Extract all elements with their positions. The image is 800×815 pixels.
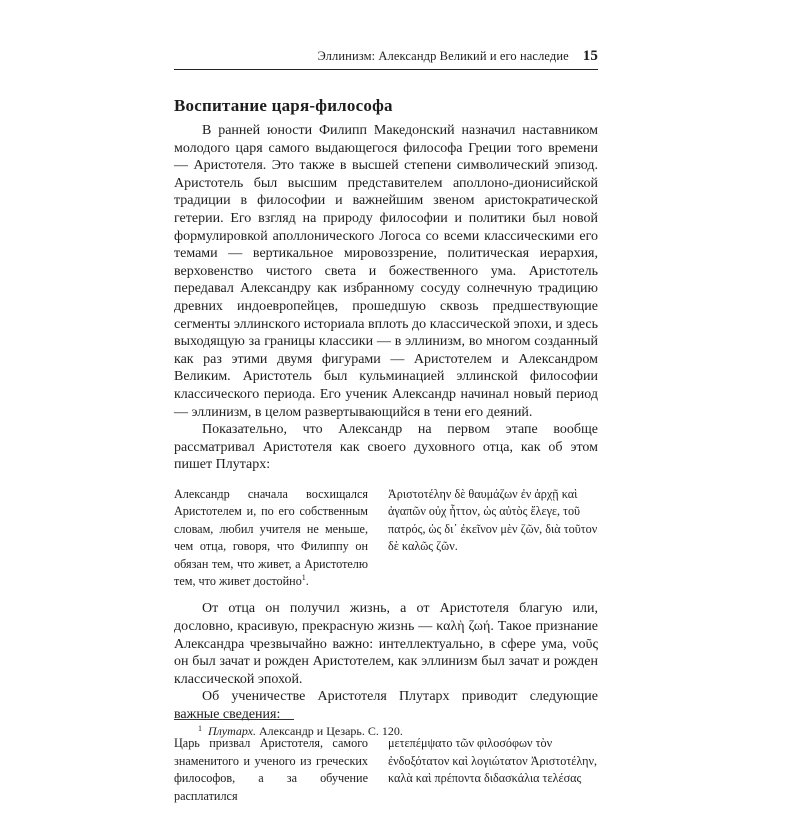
paragraph-3: От отца он получил жизнь, а от Аристотеля благую или, дословно, красивую, прекрасную жизнь — καλὴ ζωή. Такое признание Александра чрезвычайно важно: интеллектуально, в сфере ума, νοῦς он был зачат и рожден Аристотелем, как эллинизм был зачат и рожден классической эпохой. — [174, 601, 598, 687]
footnote-reference[interactable]: 1 — [301, 572, 306, 582]
quote-2-russian: Царь призвал Аристотеля, самого знаменитого и ученого из греческих философов, а за обучение расплатился — [174, 736, 368, 803]
running-header-title: Эллинизм: Александр Великий и его наследие — [317, 49, 569, 63]
section-title: Воспитание царя-философа — [174, 96, 393, 115]
footnote — [174, 724, 598, 739]
footnote-author: Плутарх. — [208, 724, 256, 738]
footnote-text: Александр и Цезарь. С. 120. — [258, 724, 403, 738]
quote-1-russian-text: Александр сначала восхищался Аристотелем и, по его собственным словам, любил учителя не меньше, чем отца, говоря, что Филиппу он обязан тем, что живет, а Аристотелю тем, что живет достойно — [174, 486, 368, 588]
paragraph-4: Об ученичестве Аристотеля Плутарх приводит следующие важные сведения: — [174, 689, 598, 722]
paragraph-2: Показательно, что Александр на первом этапе вообще рассматривал Аристотеля как своего духовного отца, как об этом пишет Плутарх: — [174, 422, 598, 473]
footnote-divider — [174, 719, 294, 720]
quote-2-greek: μετεπέμψατο τῶν φιλοσόφων τὸν ἐνδοξότατον καὶ λογιώτατον Ἀριστοτέλην, καλὰ καὶ πρέποντα διδασκάλια τελέσας — [388, 736, 598, 786]
quote-block-1 — [174, 486, 598, 590]
quote-block-2 — [174, 735, 598, 805]
paragraph-1: В ранней юности Филипп Македонский назначил наставником молодого царя самого выдающегося философа Греции того времени — Аристотеля. Это также в высшей степени символический эпизод. Аристотель был высшим представителем аполлоно-дионисийской традиции в философии и важнейшим звеном аристократической гетерии. Его взгляд на природу философии и политики был новой формулировкой аполлонического Логоса со всеми классическими его темами — вертикальное мировоззрение, политическая иерархия, верховенство чистого света и божественного ума. Аристотель передавал Александру как избранному сосуду солнечную традицию древних индоевропейцев, прошедшую сквозь предшествующие сегменты эллинского историала вплоть до классической эпохи, и здесь выходящую за границы классики — в эллинизм, во многом созданный как раз этими двумя фигурами — Аристотелем и Александром Великим. Аристотель был кульминацией эллинской философии классического периода. Его ученик Александр начинал новый период — эллинизм, в целом развертывающийся в тени его деяний. — [174, 123, 598, 420]
quote-1-greek: Ἀριστοτέλην δὲ θαυμάζων ἐν ἀρχῇ καὶ ἀγαπῶν οὐχ ἧττον, ὡς αὐτὸς ἔλεγε, τοῦ πατρός, ὡς δι᾽ ἐκεῖνον μὲν ζῶν, διὰ τοῦτον δὲ καλῶς ζῶν. — [388, 486, 598, 554]
running-header — [174, 48, 598, 70]
page-number: 15 — [582, 48, 598, 64]
book-page — [174, 48, 598, 815]
quote-1-russian: Александр сначала восхищался Аристотелем и, по его собственным словам, любил учителя не меньше, чем отца, говоря, что Филиппу он обязан тем, что живет, а Аристотелю тем, что живет достойно$^1$. — [174, 486, 368, 588]
footnote-number: 1 — [198, 724, 202, 733]
